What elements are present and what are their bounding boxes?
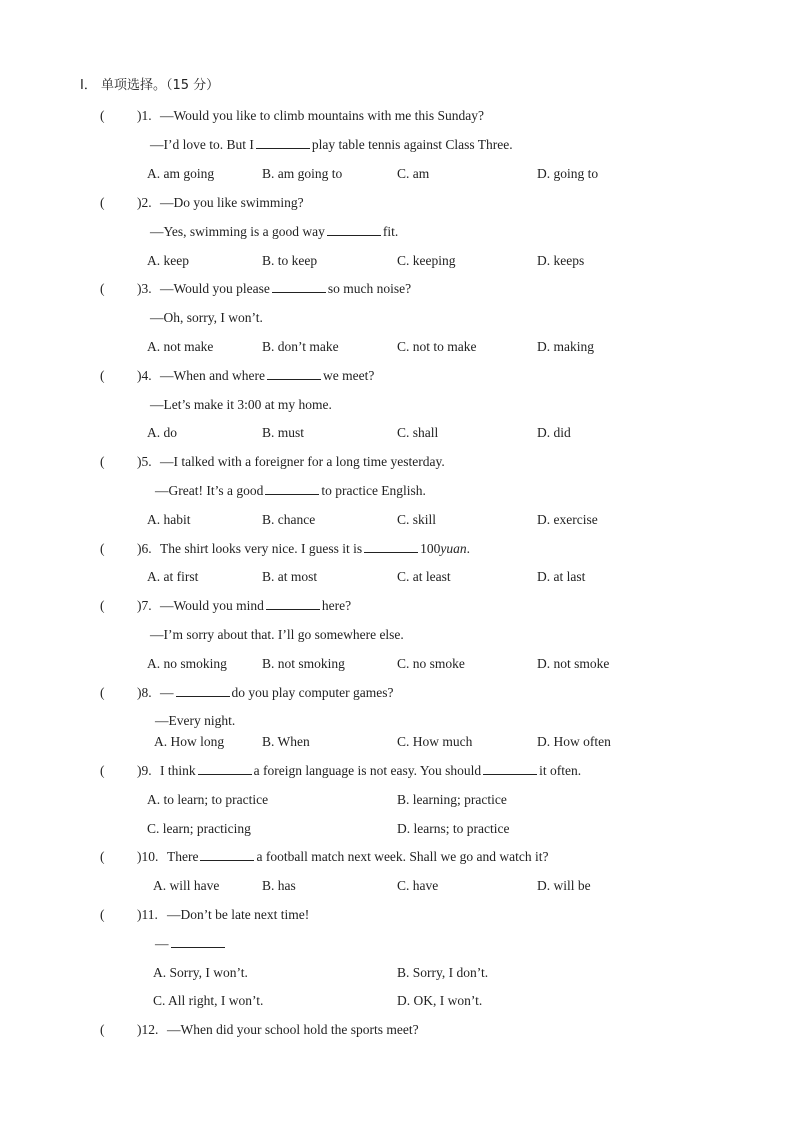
stem-text: do you play computer games? [231, 685, 394, 700]
reply-text: —Great! It’s a good [155, 483, 264, 498]
option-b[interactable]: B. When [262, 734, 310, 749]
question-number: )8. [137, 685, 152, 700]
option-b[interactable]: B. learning; practice [397, 792, 507, 807]
question-number: )3. [137, 281, 152, 296]
answer-blank[interactable] [176, 684, 230, 697]
question-number: )1. [137, 108, 152, 123]
answer-blank[interactable] [272, 280, 326, 293]
answer-blank[interactable] [483, 762, 537, 775]
stem-text: —Would you please [160, 281, 270, 296]
question-reply: —Oh, sorry, I won’t. [150, 310, 263, 325]
option-b[interactable]: B. must [262, 425, 305, 440]
question-reply [155, 935, 227, 953]
option-d[interactable]: D. making [537, 339, 594, 354]
option-a[interactable]: A. do [147, 425, 177, 440]
answer-blank[interactable] [198, 762, 252, 775]
option-d[interactable]: D. exercise [537, 512, 598, 527]
option-a[interactable]: A. not make [147, 339, 214, 354]
option-a[interactable]: A. habit [147, 512, 191, 527]
option-c[interactable]: C. am [397, 166, 430, 181]
question-stem [160, 540, 470, 558]
answer-paren[interactable]: ( [100, 849, 105, 864]
question-stem: —I talked with a foreigner for a long time yesterday. [160, 454, 445, 469]
stem-text: it often. [539, 763, 582, 778]
option-c[interactable]: C. keeping [397, 253, 456, 268]
question-stem: —Would you like to climb mountains with me this Sunday? [160, 108, 485, 123]
stem-text: There [167, 849, 199, 864]
option-a[interactable]: A. am going [147, 166, 215, 181]
question-stem [160, 280, 411, 298]
question-number: )9. [137, 763, 152, 778]
answer-blank[interactable] [267, 367, 321, 380]
reply-text: play table tennis against Class Three. [311, 137, 513, 152]
stem-text: . [466, 541, 470, 556]
option-c[interactable]: C. have [397, 878, 439, 893]
answer-paren[interactable]: ( [100, 195, 105, 210]
reply-text: —I’d love to. But I [150, 137, 254, 152]
question-reply [150, 136, 513, 154]
option-b[interactable]: B. not smoking [262, 656, 345, 671]
answer-paren[interactable]: ( [100, 368, 105, 383]
option-b[interactable]: B. chance [262, 512, 316, 527]
answer-blank[interactable] [364, 540, 418, 553]
answer-paren[interactable]: ( [100, 108, 105, 123]
stem-text: — [160, 685, 174, 700]
answer-blank[interactable] [256, 136, 310, 149]
question-stem [160, 684, 393, 702]
question-reply: —I’m sorry about that. I’ll go somewhere else. [150, 627, 404, 642]
question-stem [160, 597, 351, 615]
option-b[interactable]: B. am going to [262, 166, 343, 181]
option-c[interactable]: C. at least [397, 569, 451, 584]
reply-text: to practice English. [321, 483, 426, 498]
reply-text: —Yes, swimming is a good way [150, 224, 325, 239]
answer-blank[interactable] [200, 848, 254, 861]
option-a[interactable]: A. no smoking [147, 656, 227, 671]
question-number: )2. [137, 195, 152, 210]
option-a[interactable]: A. will have [153, 878, 220, 893]
question-stem: —When did your school hold the sports meet? [167, 1022, 419, 1037]
option-b[interactable]: B. Sorry, I don’t. [397, 965, 489, 980]
option-d[interactable]: D. How often [537, 734, 611, 749]
section-title: Ⅰ． 单项选择。（15 分） [80, 78, 220, 93]
answer-blank[interactable] [327, 223, 381, 236]
stem-text: —Would you mind [160, 598, 264, 613]
option-c[interactable]: C. no smoke [397, 656, 465, 671]
option-c[interactable]: C. How much [397, 734, 473, 749]
answer-blank[interactable] [171, 935, 225, 948]
stem-italic-text: yuan [440, 541, 467, 556]
option-d[interactable]: D. not smoke [537, 656, 610, 671]
option-b[interactable]: B. has [262, 878, 296, 893]
answer-paren[interactable]: ( [100, 1022, 105, 1037]
stem-text: —When and where [160, 368, 265, 383]
question-number: )6. [137, 541, 152, 556]
option-d[interactable]: D. at last [537, 569, 586, 584]
option-c[interactable]: C. shall [397, 425, 439, 440]
option-c[interactable]: C. not to make [397, 339, 477, 354]
answer-paren[interactable]: ( [100, 598, 105, 613]
question-number: )12. [137, 1022, 159, 1037]
option-b[interactable]: B. to keep [262, 253, 318, 268]
question-stem [160, 762, 581, 780]
answer-blank[interactable] [266, 597, 320, 610]
option-a[interactable]: A. at first [147, 569, 199, 584]
question-reply: —Every night. [155, 713, 236, 728]
answer-paren[interactable]: ( [100, 281, 105, 296]
question-number: )5. [137, 454, 152, 469]
answer-paren[interactable]: ( [100, 541, 105, 556]
answer-paren[interactable]: ( [100, 907, 105, 922]
option-d[interactable]: D. OK, I won’t. [397, 993, 483, 1008]
option-d[interactable]: D. learns; to practice [397, 821, 510, 836]
question-reply: —Let’s make it 3:00 at my home. [150, 397, 332, 412]
option-a[interactable]: A. keep [147, 253, 189, 268]
question-number: )11. [137, 907, 158, 922]
answer-blank[interactable] [265, 482, 319, 495]
stem-text: a foreign language is not easy. You should [253, 763, 482, 778]
option-b[interactable]: B. don’t make [262, 339, 339, 354]
option-d[interactable]: D. keeps [537, 253, 585, 268]
stem-text: The shirt looks very nice. I guess it is [160, 541, 363, 556]
answer-paren[interactable]: ( [100, 763, 105, 778]
question-stem [167, 848, 549, 866]
option-a[interactable]: A. Sorry, I won’t. [153, 965, 248, 980]
stem-text: so much noise? [327, 281, 412, 296]
question-number: )10. [137, 849, 159, 864]
question-stem: —Do you like swimming? [160, 195, 304, 210]
option-c[interactable]: C. skill [397, 512, 437, 527]
option-b[interactable]: B. at most [262, 569, 318, 584]
reply-text: fit. [382, 224, 399, 239]
question-stem [160, 367, 374, 385]
question-number: )4. [137, 368, 152, 383]
option-a[interactable]: A. to learn; to practice [147, 792, 269, 807]
answer-paren[interactable]: ( [100, 454, 105, 469]
stem-text: here? [321, 598, 352, 613]
stem-text: a football match next week. Shall we go and watch it? [256, 849, 549, 864]
reply-text: — [155, 936, 169, 951]
option-c[interactable]: C. learn; practicing [147, 821, 251, 836]
question-stem: —Don’t be late next time! [167, 907, 310, 922]
option-d[interactable]: D. going to [537, 166, 599, 181]
stem-text: we meet? [322, 368, 375, 383]
answer-paren[interactable]: ( [100, 685, 105, 700]
stem-text: I think [160, 763, 196, 778]
option-d[interactable]: D. will be [537, 878, 591, 893]
stem-text: 100 [420, 541, 441, 556]
option-d[interactable]: D. did [537, 425, 571, 440]
question-reply [155, 482, 426, 500]
question-number: )7. [137, 598, 152, 613]
question-reply [150, 223, 398, 241]
option-a[interactable]: A. How long [154, 734, 225, 749]
option-c[interactable]: C. All right, I won’t. [153, 993, 264, 1008]
